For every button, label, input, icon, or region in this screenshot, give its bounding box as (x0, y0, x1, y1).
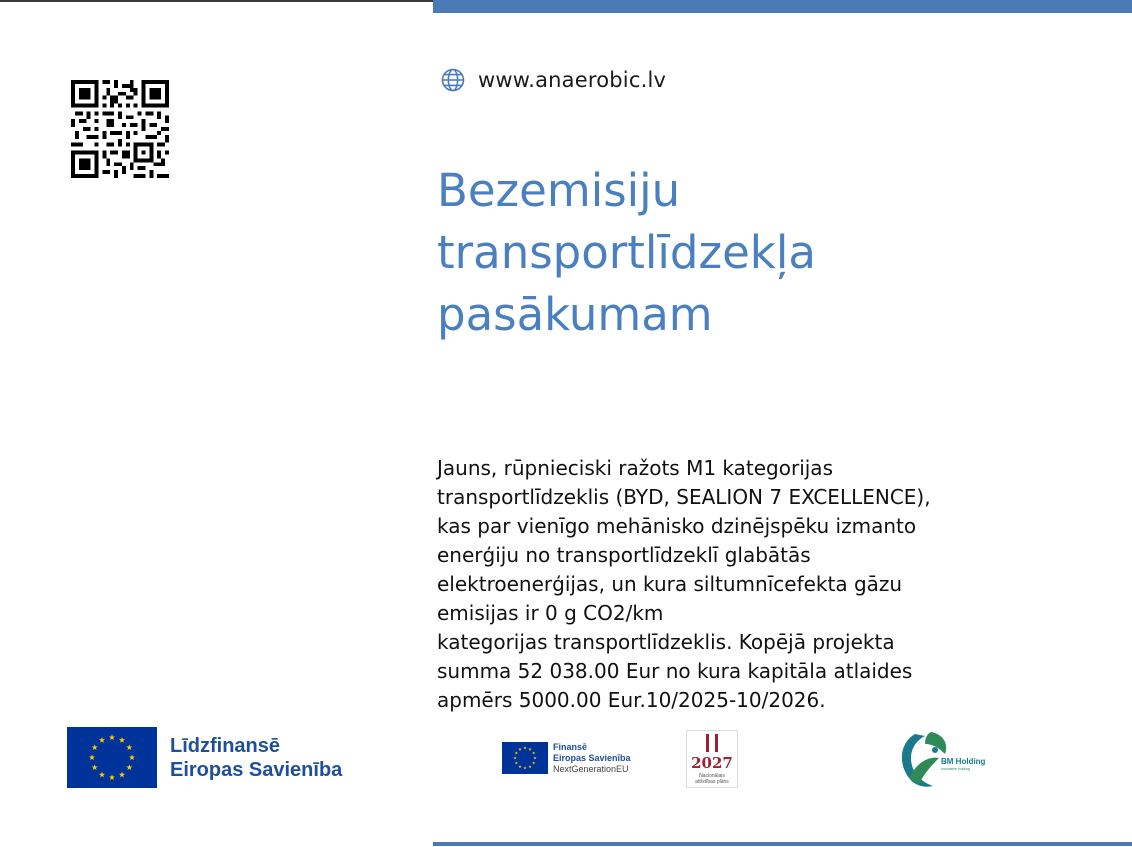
top-rule (0, 0, 433, 2)
title-line: pasākumam (437, 288, 713, 341)
top-accent-bar (433, 0, 1132, 13)
nextgeneu-logo (502, 742, 631, 775)
eu-cofunded-line2: Eiropas Savienība (170, 759, 343, 781)
nextgeneu-line2: Eiropas Savienība (553, 753, 631, 763)
title-line: Bezemisiju (437, 164, 681, 217)
description-line: Jauns, rūpnieciski ražots M1 kategorijas (437, 456, 833, 480)
description-line: kategorijas transportlīdzeklis. Kopējā projekta (437, 630, 895, 654)
nap2027-logo (686, 730, 738, 788)
nap-year: 2027 (691, 754, 733, 772)
nap-caption-line1: Nacionālais (699, 773, 725, 779)
title-line: transportlīdzekļa (437, 226, 816, 279)
nextgeneu-line3: NextGenerationEU (553, 764, 629, 774)
bm-tagline: Innovative Holding (941, 767, 970, 771)
description-line: transportlīdzeklis (BYD, SEALION 7 EXCELLENCE), (437, 485, 931, 509)
description-line: kas par vienīgo mehānisko dzinējspēku izmanto (437, 514, 917, 538)
eu-flag-icon (67, 727, 157, 788)
bm-holding-logo (895, 728, 986, 790)
page-title (437, 160, 1037, 346)
description-line: elektroenerģijas, un kura siltumnīcefekta gāzu (437, 572, 903, 596)
bottom-accent-bar (433, 842, 1132, 846)
eu-flag-small-icon (502, 742, 548, 774)
description-line: apmērs 5000.00 Eur.10/2025-10/2026. (437, 688, 826, 712)
project-description (437, 454, 1077, 715)
eu-cofunded-logo (67, 727, 342, 788)
globe-icon (441, 68, 465, 92)
website-url: www.anaerobic.lv (478, 68, 667, 92)
description-line: enerģiju no transportlīdzeklī glabātās (437, 543, 811, 567)
bm-name: BM Holding (941, 757, 986, 766)
website-link[interactable] (441, 68, 666, 92)
eu-cofunded-line1: Līdzfinansē (170, 735, 281, 757)
nextgeneu-line1: Finansē (553, 742, 588, 752)
qr-code[interactable] (71, 80, 169, 178)
description-line: summa 52 038.00 Eur no kura kapitāla atlaides (437, 659, 913, 683)
description-line: emisijas ir 0 g CO2/km (437, 601, 664, 625)
nap-caption-line2: attīstības plāns (695, 779, 729, 785)
